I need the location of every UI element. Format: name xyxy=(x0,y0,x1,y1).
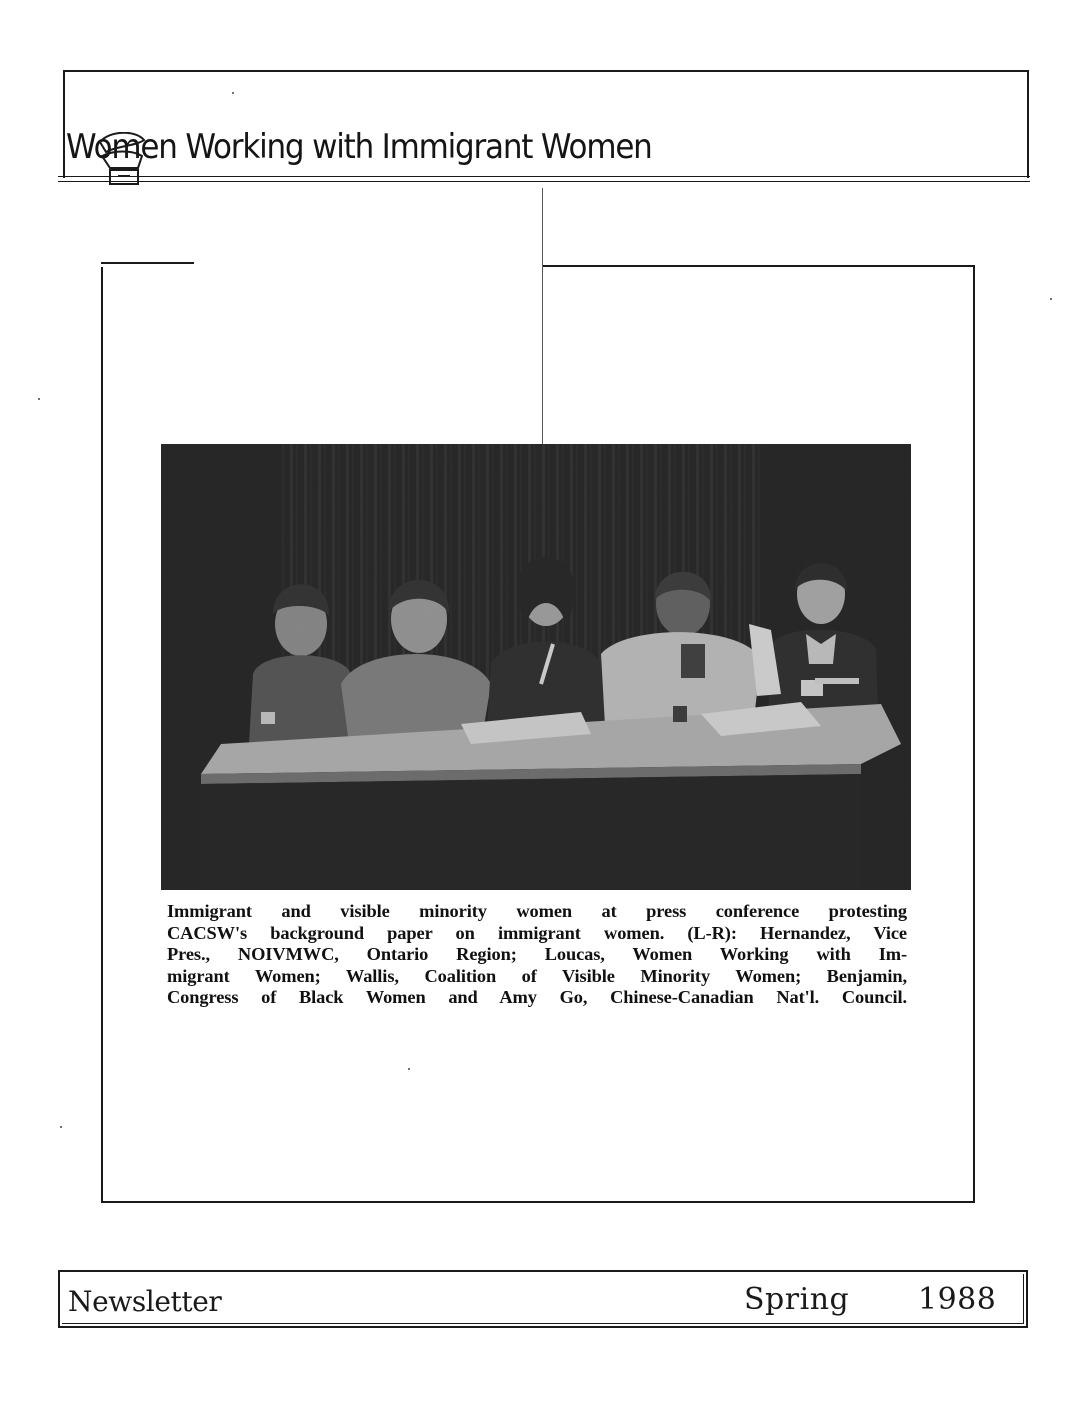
issue-season: Spring xyxy=(744,1282,850,1317)
caption-line: Immigrant and visible minority women at press conference protesting xyxy=(167,901,907,921)
caption-line: Pres., NOIVMWC, Ontario Region; Loucas, Women Working with Im- xyxy=(167,944,907,965)
header-rule-bottom xyxy=(58,181,1030,182)
photo-illustration xyxy=(161,444,911,890)
scan-speck xyxy=(408,1068,410,1070)
press-conference-photo xyxy=(161,444,911,890)
frame-top-left-edge xyxy=(101,262,194,264)
scan-speck xyxy=(60,1126,62,1128)
masthead-title: Women Working with Immigrant Women xyxy=(66,128,652,167)
caption-line: migrant Women; Wallis, Coalition of Visible Minority Women; Benjamin, xyxy=(167,965,907,986)
scan-speck xyxy=(232,92,234,94)
scan-speck xyxy=(1050,298,1052,300)
caption-line: Congress of Black Women and Amy Go, Chinese-Canadian Nat'l. Council. xyxy=(167,987,907,1008)
newsletter-label: Newsletter xyxy=(68,1285,222,1318)
header-rule-top xyxy=(58,176,1030,177)
scan-speck xyxy=(38,398,40,400)
photo-caption xyxy=(167,901,907,1009)
women-logo-icon xyxy=(92,132,158,190)
issue-year: 1988 xyxy=(918,1282,997,1317)
caption-line: CACSW's background paper on immigrant women. (L-R): Hernandez, Vice xyxy=(167,922,907,943)
